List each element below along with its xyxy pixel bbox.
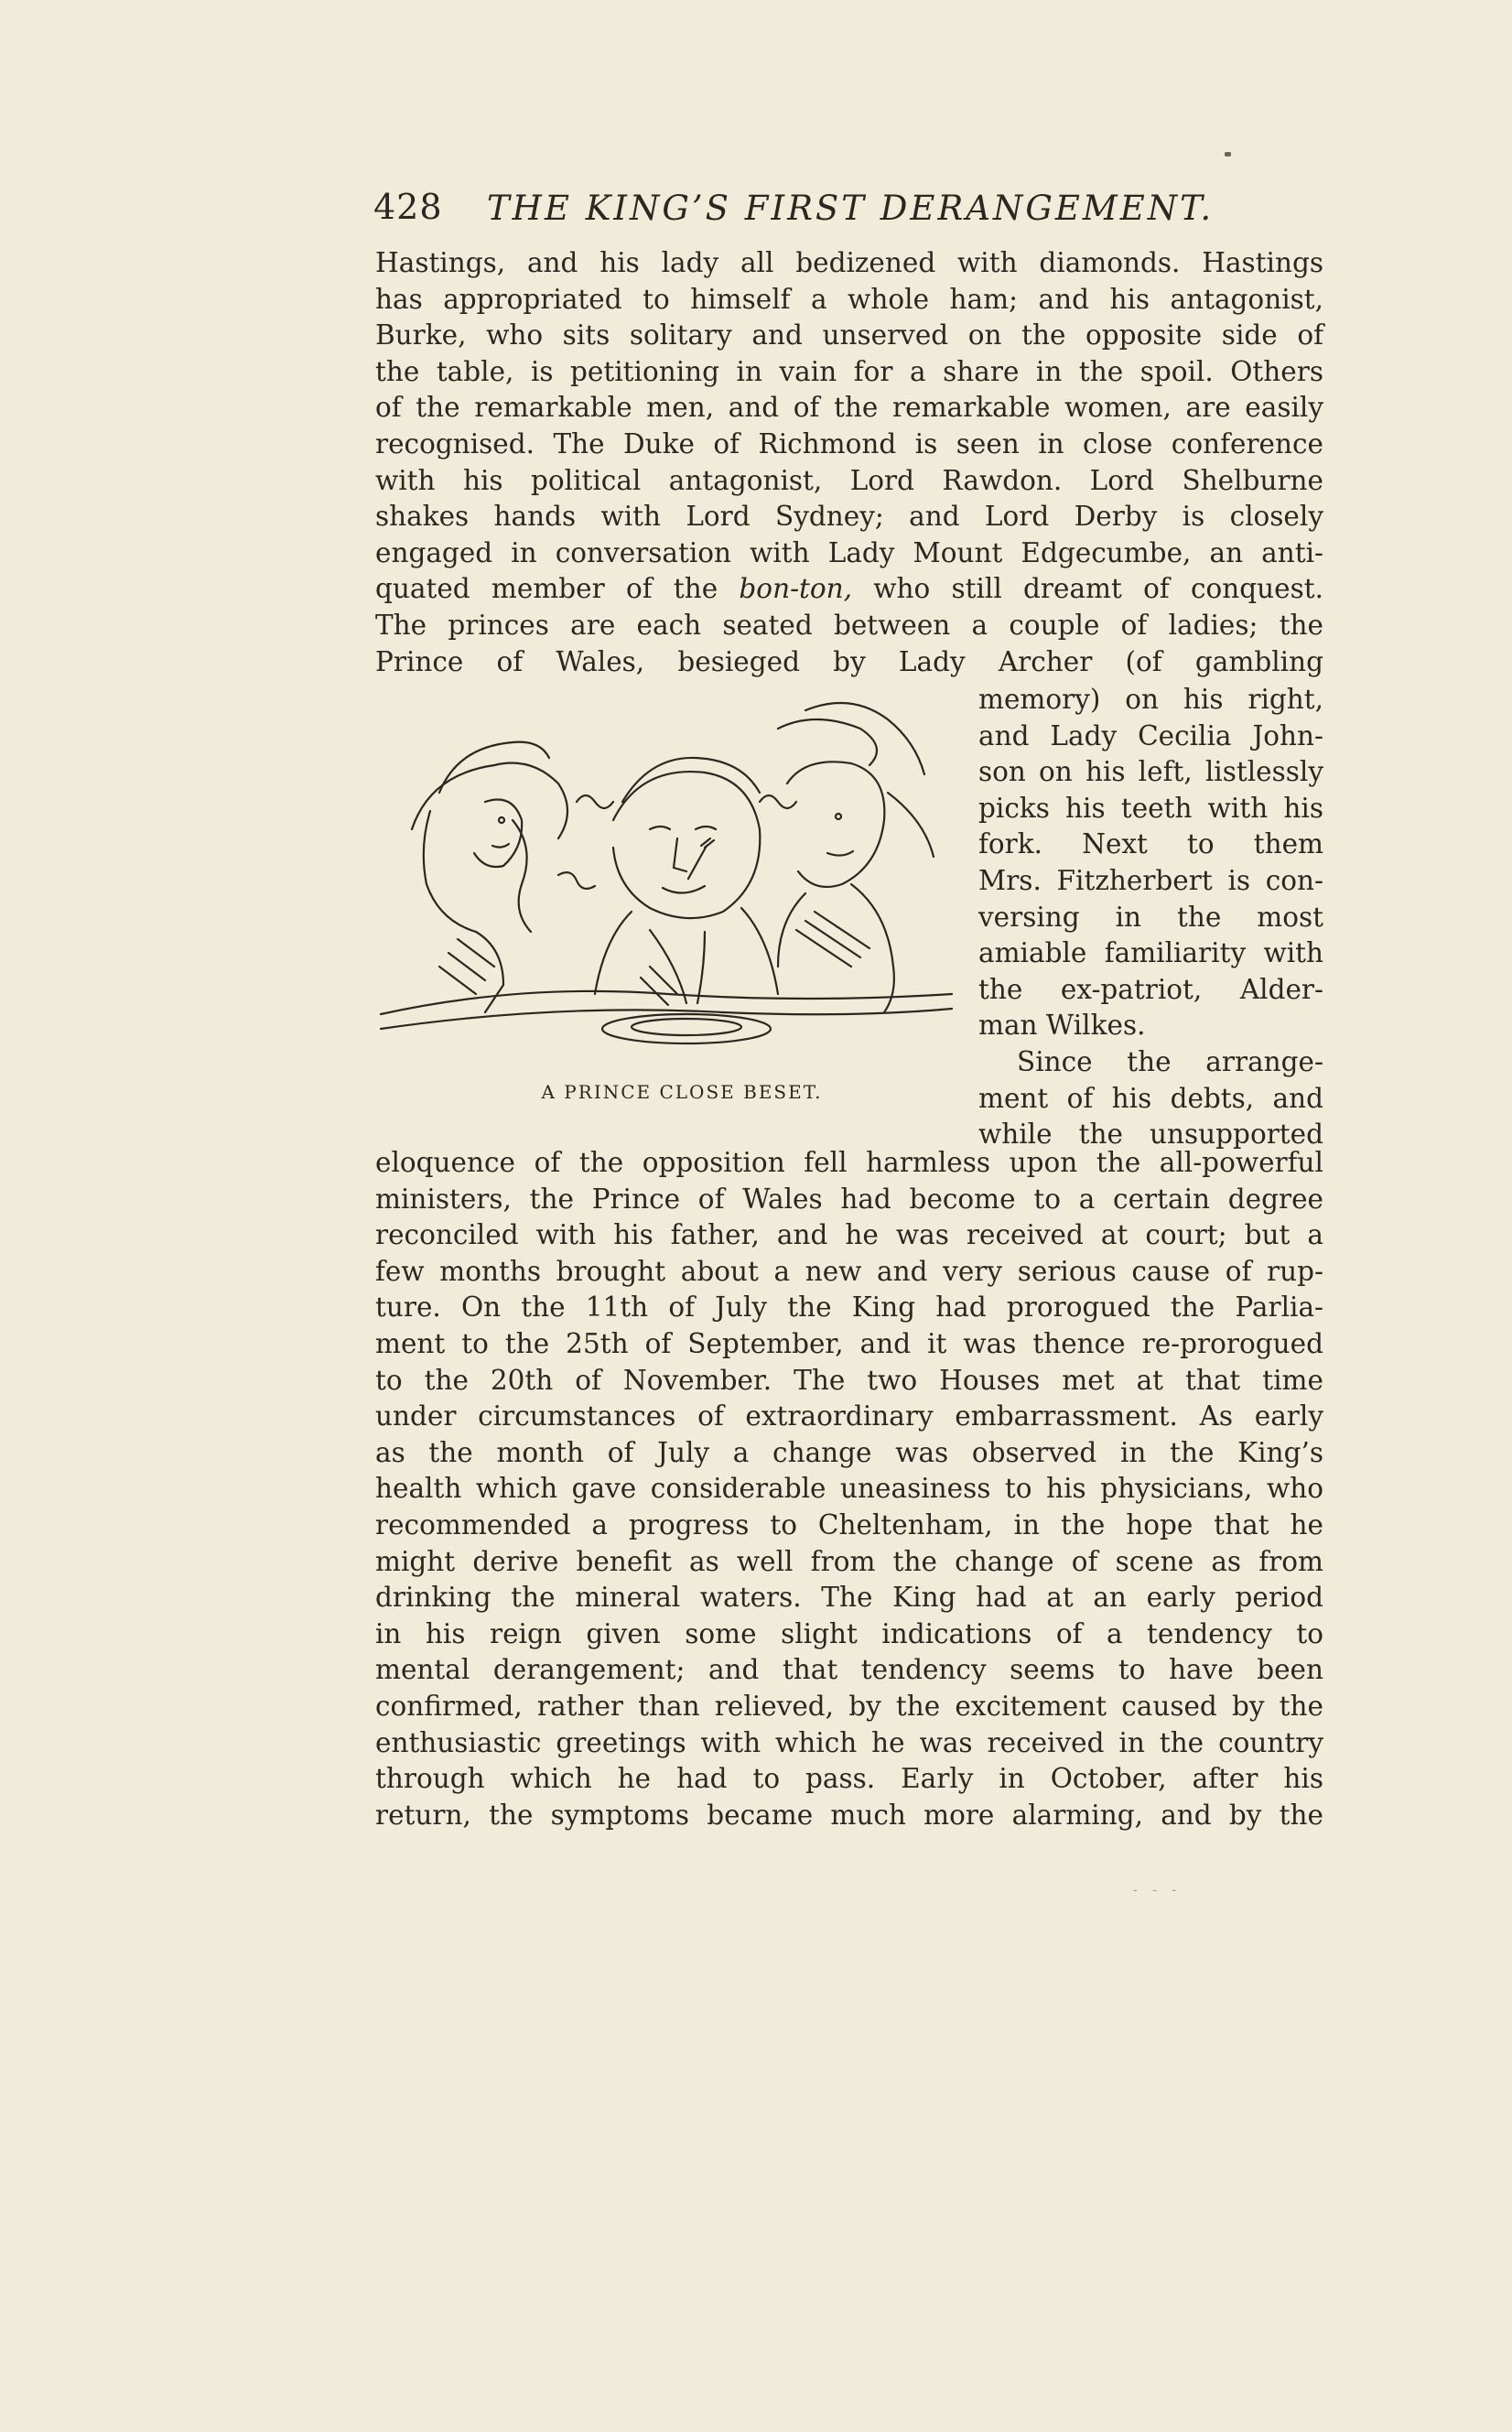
- text-line: eloquence of the opposition fell harmless upon the all-powerful: [375, 1147, 1323, 1178]
- text-line: Since the arrange-: [1017, 1045, 1323, 1077]
- page-number: 428: [373, 187, 443, 227]
- text-fragment: quated member of the: [375, 573, 740, 605]
- text-line: the table, is petitioning in vain for a share in the spoil. Others: [375, 355, 1323, 387]
- text-line: picks his teeth with his: [978, 792, 1323, 824]
- text-line: Burke, who sits solitary and unserved on the opposite side of: [375, 319, 1323, 351]
- text-line: Hastings, and his lady all bedizened with diamonds. Hastings: [375, 247, 1323, 278]
- text-line: Mrs. Fitzherbert is con-: [978, 864, 1323, 896]
- italic-phrase: bon-ton,: [739, 573, 853, 605]
- text-line: man Wilkes.: [978, 1010, 1146, 1042]
- text-line: with his political antagonist, Lord Rawdon. Lord Shelburne: [375, 464, 1323, 496]
- text-line: under circumstances of extraordinary embarrassment. As early: [375, 1400, 1323, 1432]
- text-line: son on his left, listlessly: [978, 756, 1323, 788]
- text-line: ministers, the Prince of Wales had become to a certain degree: [375, 1183, 1323, 1215]
- text-line-with-italic: [375, 571, 1323, 608]
- body-text-side: [978, 682, 1323, 1153]
- text-line: to the 20th of November. The two Houses met at that time: [375, 1364, 1323, 1396]
- text-line: versing in the most: [978, 901, 1323, 933]
- text-line: Prince of Wales, besieged by Lady Archer (of gambling: [375, 645, 1323, 677]
- text-line: the ex-patriot, Alder-: [978, 973, 1323, 1005]
- text-line: return, the symptoms became much more alarming, and by the: [375, 1799, 1323, 1831]
- text-line: enthusiastic greetings with which he was received in the country: [375, 1726, 1323, 1758]
- footer-mark: - - -: [1133, 1883, 1183, 1897]
- text-line: memory) on his right,: [978, 684, 1323, 715]
- text-line: ment of his debts, and: [978, 1082, 1323, 1114]
- text-line: through which he had to pass. Early in October, after his: [375, 1763, 1323, 1795]
- text-line: recognised. The Duke of Richmond is seen in close conference: [375, 427, 1323, 459]
- text-line: while the unsupported: [978, 1119, 1323, 1151]
- body-text-top: [375, 245, 1323, 680]
- text-line: recommended a progress to Cheltenham, in the hope that he: [375, 1508, 1323, 1540]
- text-line: amiable familiarity with: [978, 937, 1323, 969]
- text-line: in his reign given some slight indications of a tendency to: [375, 1617, 1323, 1649]
- text-line: as the month of July a change was observed in the King’s: [375, 1436, 1323, 1468]
- text-line: fork. Next to them: [978, 828, 1323, 860]
- page-header: [373, 187, 1289, 238]
- text-line: few months brought about a new and very serious cause of rup-: [375, 1255, 1323, 1287]
- text-line: has appropriated to himself a whole ham; and his antagonist,: [375, 283, 1323, 315]
- text-line: shakes hands with Lord Sydney; and Lord Derby is closely: [375, 501, 1323, 533]
- body-text-bottom: [375, 1145, 1323, 1833]
- text-line: of the remarkable men, and of the remarkable women, are easily: [375, 392, 1323, 424]
- text-fragment: who still dreamt of conquest.: [852, 573, 1324, 605]
- text-line: and Lady Cecilia John-: [978, 719, 1323, 751]
- engraving-prince-with-ladies-icon: [375, 692, 957, 1049]
- page-mark: [1225, 152, 1231, 157]
- text-line: might derive benefit as well from the change of scene as from: [375, 1545, 1323, 1577]
- text-line: The princes are each seated between a couple of ladies; the: [375, 609, 1323, 641]
- text-line: ment to the 25th of September, and it was thence re-prorogued: [375, 1327, 1323, 1359]
- running-title: THE KING’S FIRST DERANGEMENT.: [487, 189, 1215, 228]
- text-line: ture. On the 11th of July the King had prorogued the Parlia-: [375, 1292, 1323, 1324]
- text-line: mental derangement; and that tendency seems to have been: [375, 1654, 1323, 1686]
- text-line: reconciled with his father, and he was received at court; but a: [375, 1219, 1323, 1251]
- text-line: confirmed, rather than relieved, by the excitement caused by the: [375, 1690, 1323, 1722]
- text-line: drinking the mineral waters. The King had at an early period: [375, 1582, 1323, 1614]
- text-line: health which gave considerable uneasiness to his physicians, who: [375, 1473, 1323, 1505]
- text-line: engaged in conversation with Lady Mount Edgecumbe, an anti-: [375, 536, 1323, 568]
- illustration-caption: A PRINCE CLOSE BESET.: [541, 1081, 823, 1103]
